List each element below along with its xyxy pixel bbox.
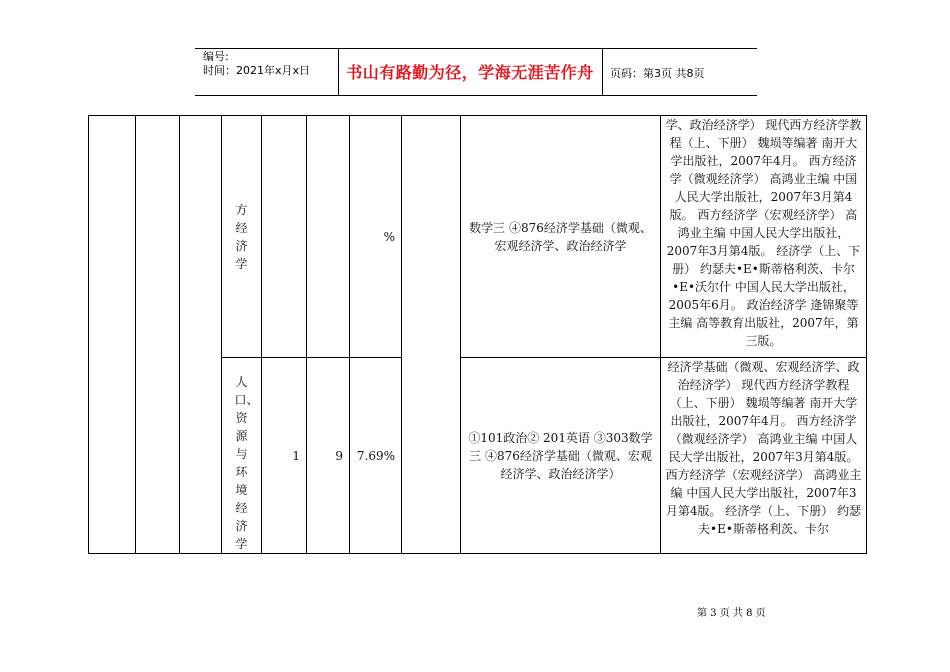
admissions-table [88,115,867,554]
table-cell [136,116,180,554]
header-divider [602,48,603,95]
ratio-cell: 7.69% [350,358,402,554]
ratio-cell: % [350,116,402,358]
table-cell [180,116,222,554]
footer-page-number: 第 3 页 共 8 页 [697,608,766,619]
reference-books-cell [661,358,867,554]
major-cell [222,358,262,554]
major-name: 方经济学 [235,202,248,271]
admitted-cell [262,116,307,358]
applicants-cell [307,116,350,358]
header-page-info: 页码：第3页 共8页 [610,67,705,80]
time-label: 时间：2021年x月x日 [203,64,311,77]
admitted-cell: 1 [262,358,307,554]
major-name: 人口、资源与环境经济学 [234,375,259,551]
number-label: 编号: [203,50,229,63]
exam-subjects-cell: ①101政治② 201英语 ③303数学三 ④876经济学基础（微观、宏观经济学、政治经济学） [461,358,661,554]
reference-books-text: 经济学基础（微观、宏观经济学、政治经济学） 现代西方经济学教程（上、下册） 魏埙等编著 南开大学出版社，2007年4月。 西方经济学（微观经济学） 高鸿业主编 中国人民大学出版社，2007年3月第4版。 西方经济学（宏观经济学） 高鸿业主编 中国人民大学出版社，2007年3月第4版。 经济学（上、下册） 约瑟夫•E•斯蒂格利茨、卡尔 [665,360,862,536]
header-slogan: 书山有路勤为径，学海无涯苦作舟 [346,63,594,82]
reference-books-cell [661,116,867,358]
header-bottom-rule [195,95,757,96]
table-cell [402,116,461,554]
header-meta [203,50,310,78]
major-cell [222,116,262,358]
exam-subjects-cell: 数学三 ④876经济学基础（微观、宏观经济学、政治经济学 [461,116,661,358]
applicants-cell: 9 [307,358,350,554]
table-row [89,116,867,358]
table-cell [89,116,136,554]
reference-books-text: 学、政治经济学） 现代西方经济学教程（上、下册） 魏埙等编著 南开大学出版社，2007年4月。 西方经济学（微观经济学） 高鸿业主编 中国人民大学出版社，2007年3月第4版。 西方经济学（宏观经济学） 高鸿业主编 中国人民大学出版社，2007年3月第4版。 经济学（上、下册） 约瑟夫•E•斯蒂格利茨、卡尔•E•沃尔什 中国人民大学出版社，2005年6月。 政治经济学 逄锦聚等主编 高等教育出版社，2007年，第三版。 [665,118,862,348]
